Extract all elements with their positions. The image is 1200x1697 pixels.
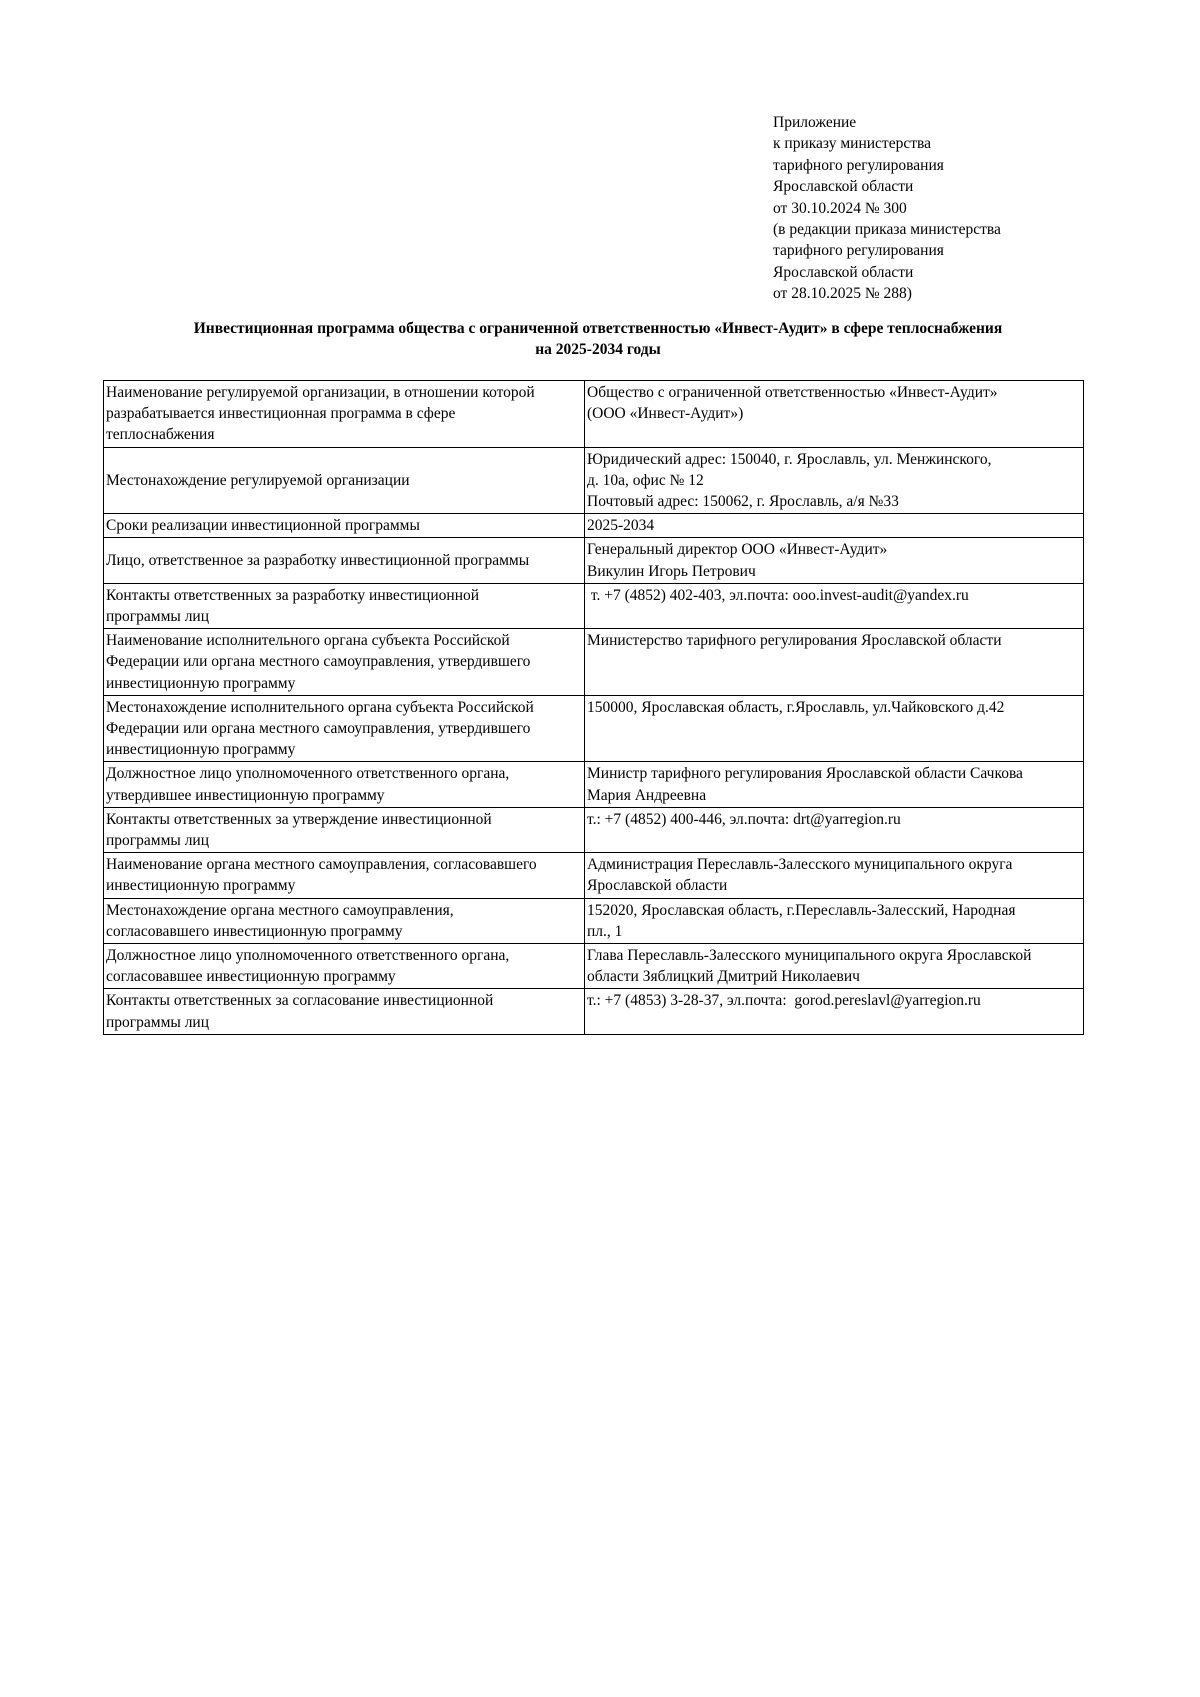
- row-value: [585, 629, 1084, 696]
- row-value-line: 150000, Ярославская область, г.Ярославль, ул.Чайковского д.42: [587, 698, 1005, 716]
- appendix-line: к приказу министерства: [773, 135, 931, 153]
- row-value: [585, 762, 1084, 807]
- row-value: [585, 514, 1084, 538]
- row-label-line: Федерации или органа местного самоуправления, утвердившего: [106, 720, 531, 738]
- row-value-line: Общество с ограниченной ответственностью «Инвест-Аудит»: [587, 384, 998, 401]
- row-label-line: согласовавшее инвестиционную программу: [106, 968, 396, 986]
- document-title: [100, 318, 1096, 360]
- row-label-line: разрабатывается инвестиционная программа в сфере: [106, 405, 456, 423]
- row-label-line: Наименование органа местного самоуправления, согласовавшего: [106, 856, 537, 874]
- row-value-line: Почтовый адрес: 150062, г. Ярославль, а/я №33: [587, 493, 899, 511]
- row-value-line: Генеральный директор ООО «Инвест-Аудит»: [587, 541, 888, 559]
- table-row: [104, 944, 1084, 989]
- table-row: [104, 583, 1084, 628]
- program-info-table: [103, 380, 1084, 1035]
- row-label-line: Сроки реализации инвестиционной программы: [106, 517, 420, 535]
- table-row: [104, 629, 1084, 696]
- table-row: [104, 807, 1084, 852]
- row-label: [104, 629, 585, 696]
- table-row: [104, 381, 1084, 448]
- row-label: [104, 989, 585, 1034]
- appendix-line: от 30.10.2024 № 300: [773, 199, 907, 217]
- row-label: [104, 447, 585, 514]
- table-body: [104, 381, 1084, 1035]
- row-value: [585, 381, 1084, 448]
- title-line-1: Инвестиционная программа общества с ограниченной ответственностью «Инвест-Аудит» в сфере теплоснабжения: [193, 320, 1003, 337]
- row-label-line: программы лиц: [106, 1013, 210, 1031]
- appendix-line: тарифного регулирования: [773, 156, 944, 174]
- row-label-line: Контакты ответственных за разработку инвестиционной: [106, 586, 480, 604]
- row-label-line: Контакты ответственных за утверждение инвестиционной: [106, 810, 492, 828]
- row-value-line: (ООО «Инвест-Аудит»): [587, 405, 744, 423]
- row-label: [104, 538, 585, 583]
- row-label: [104, 381, 585, 448]
- row-label: [104, 807, 585, 852]
- row-label-line: Контакты ответственных за согласование инвестиционной: [106, 992, 494, 1010]
- row-value-line: Министр тарифного регулирования Ярославской области Сачкова: [587, 765, 1023, 783]
- row-label-line: Местонахождение органа местного самоуправления,: [106, 901, 454, 919]
- row-label: [104, 514, 585, 538]
- table-row: [104, 853, 1084, 898]
- row-value-line: Викулин Игорь Петрович: [587, 562, 756, 580]
- row-value: [585, 989, 1084, 1034]
- row-label-line: Должностное лицо уполномоченного ответственного органа,: [106, 947, 510, 965]
- row-label: [104, 898, 585, 943]
- row-value-line: д. 10а, офис № 12: [587, 471, 704, 489]
- table-row: [104, 989, 1084, 1034]
- row-label-line: Местонахождение регулируемой организации: [106, 471, 410, 489]
- row-value: [585, 898, 1084, 943]
- row-value-line: Министерство тарифного регулирования Ярославской области: [587, 632, 1002, 650]
- row-label-line: согласовавшего инвестиционную программу: [106, 922, 403, 940]
- row-label-line: теплоснабжения: [106, 426, 215, 444]
- row-value-line: Глава Переславль-Залесского муниципального округа Ярославской: [587, 947, 1032, 965]
- row-value: [585, 695, 1084, 762]
- appendix-line: Ярославской области: [773, 263, 914, 281]
- row-value-line: Ярославской области: [587, 877, 728, 895]
- row-value-line: Мария Андреевна: [587, 786, 707, 804]
- appendix-line: Ярославской области: [773, 178, 914, 196]
- table-row: [104, 447, 1084, 514]
- appendix-line: от 28.10.2025 № 288): [773, 285, 912, 303]
- row-label: [104, 583, 585, 628]
- table-row: [104, 695, 1084, 762]
- row-label-line: Должностное лицо уполномоченного ответственного органа,: [106, 765, 510, 783]
- row-value: [585, 807, 1084, 852]
- row-label-line: Местонахождение исполнительного органа субъекта Российской: [106, 698, 534, 716]
- table-row: [104, 898, 1084, 943]
- appendix-block: [773, 112, 1153, 305]
- appendix-line: тарифного регулирования: [773, 242, 944, 260]
- table-row: [104, 514, 1084, 538]
- table-row: [104, 538, 1084, 583]
- appendix-line: Приложение: [773, 114, 857, 131]
- row-label-line: инвестиционную программу: [106, 877, 296, 895]
- row-value-line: т.: +7 (4852) 400-446, эл.почта: drt@yarregion.ru: [587, 810, 901, 828]
- row-value-line: области Зяблицкий Дмитрий Николаевич: [587, 968, 860, 986]
- row-label: [104, 695, 585, 762]
- row-label: [104, 853, 585, 898]
- row-label-line: инвестиционную программу: [106, 741, 296, 759]
- row-label-line: инвестиционную программу: [106, 674, 296, 692]
- row-value-line: 152020, Ярославская область, г.Переславль-Залесский, Народная: [587, 901, 1016, 919]
- title-line-2: на 2025-2034 годы: [535, 341, 661, 358]
- row-value: [585, 583, 1084, 628]
- row-value-line: пл., 1: [587, 922, 623, 940]
- row-value-line: 2025-2034: [587, 517, 655, 535]
- row-value: [585, 538, 1084, 583]
- row-label: [104, 762, 585, 807]
- row-value-line: т.: +7 (4853) 3-28-37, эл.почта: gorod.pereslavl@yarregion.ru: [587, 992, 981, 1010]
- row-value-line: Юридический адрес: 150040, г. Ярославль, ул. Менжинского,: [587, 450, 992, 468]
- row-label-line: программы лиц: [106, 832, 210, 850]
- row-label-line: программы лиц: [106, 608, 210, 626]
- appendix-line: (в редакции приказа министерства: [773, 221, 1001, 239]
- row-value-line: т. +7 (4852) 402-403, эл.почта: ooo.invest-audit@yandex.ru: [587, 586, 969, 604]
- row-value: [585, 944, 1084, 989]
- table-row: [104, 762, 1084, 807]
- row-label-line: утвердившее инвестиционную программу: [106, 786, 385, 804]
- row-label-line: Наименование регулируемой организации, в отношении которой: [106, 384, 535, 401]
- row-label: [104, 944, 585, 989]
- row-value-line: Администрация Переславль-Залесского муниципального округа: [587, 856, 1013, 874]
- row-label-line: Наименование исполнительного органа субъекта Российской: [106, 632, 510, 650]
- row-label-line: Федерации или органа местного самоуправления, утвердившего: [106, 653, 531, 671]
- row-value: [585, 853, 1084, 898]
- row-value: [585, 447, 1084, 514]
- row-label-line: Лицо, ответственное за разработку инвестиционной программы: [106, 552, 530, 570]
